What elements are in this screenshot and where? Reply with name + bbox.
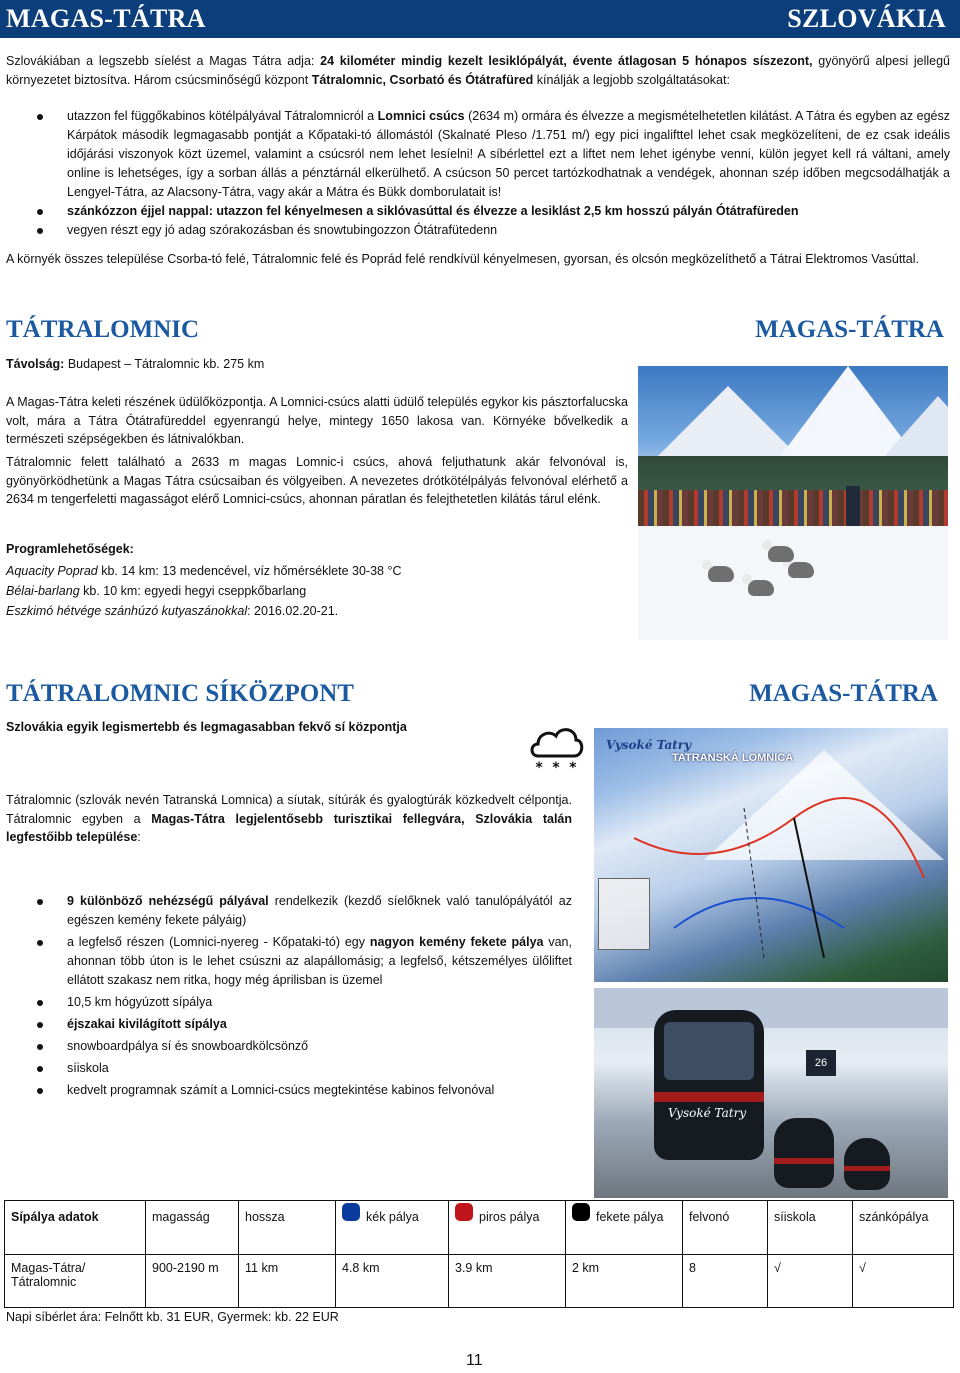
section-title-ski-center: TÁTRALOMNIC SÍKÖZPONT bbox=[6, 680, 354, 707]
intro-text-2: gyönyörű alpesi jellegű környezetet biztosítva. Három csúcsminőségű központ bbox=[6, 54, 951, 87]
bullet-icon bbox=[37, 1044, 43, 1050]
intro-text-1: Szlovákiában a legszebb síelést a Magas Tátra adja: bbox=[6, 54, 321, 68]
item-bold: Lomnici csúcs bbox=[377, 109, 465, 123]
bullet-icon bbox=[37, 228, 43, 234]
tatralomnic-description: A Magas-Tátra keleti részének üdülőközpontja. A Lomnici-csúcs alatti üdülő település egykor kis pásztorfalucska volt, mára a Tátra Ótátrafüreddel egyenrangú helye, mintegy 1650 lakosa van. Környéke bővelkedik a természeti szépségekben és látnivalókban. bbox=[6, 395, 628, 446]
desc-text: Tátralomnic (szlovák nevén Tatranská Lomnica) a síutak, sítúrák és gyalogtúrák közkedvelt célpontja. Tátralomnic egyben a bbox=[6, 793, 572, 826]
list-item bbox=[6, 1059, 572, 1078]
list-item bbox=[6, 892, 572, 930]
blue-run-icon bbox=[342, 1203, 360, 1221]
header-bar bbox=[0, 0, 960, 38]
bullet-icon bbox=[37, 1066, 43, 1072]
intro-paragraph bbox=[6, 52, 950, 89]
transport-paragraph: A környék összes települése Csorba-tó felé, Tátralomnic felé és Poprád felé rendkívül kényelmesen, gyorsan, és olcsón megközelíthető a Tátrai Elektromos Vasúttal. bbox=[6, 252, 919, 266]
intro-bold-1: 24 kilométer mindig kezelt lesiklópályát, évente átlagosan 5 hónapos síszezont, bbox=[320, 54, 813, 68]
table-header-cell bbox=[566, 1201, 683, 1255]
ski-trail-map bbox=[594, 728, 948, 982]
item-text: (2634 m) ormára és élvezze a megismételhetetlen kilátást. A Tátra és egyben az egész Kárpátok második legmagasabb pontját a Kőpataki-tó állomástól (Skalnaté Pleso /1.751 m/) egy pici ingalifttel lehet csak megközelíteni, de ez csak ideális időjárási viszonyok közt üzemel, valamint a csúcsról nem lehet lesíelni! A síbérlettel ezt a liftet nem lehet igénybe venni, külön jegyet kell rá váltani, amely online is lehetséges, így a sorban állás a pénztárnál elkerülhető. A csúcson 50 percet tartózkodhatnak a vendégek, ahonnan szép időben megcsodálhatják a Lengyel-Tátra, az Alacsony-Tátra, vagy akár a Mátra és Bükk domborulatait is! bbox=[67, 109, 950, 199]
list-item bbox=[6, 1081, 572, 1100]
table-cell: 8 bbox=[683, 1255, 768, 1308]
list-item bbox=[6, 202, 950, 221]
table-header-cell bbox=[5, 1201, 146, 1255]
item-text: rendelkezik (kezdő síelőknek való tanulópályától az egészen kemény fekete pályáig) bbox=[67, 894, 572, 927]
item-bold: éjszakai kivilágított sípálya bbox=[67, 1017, 227, 1031]
program-item bbox=[6, 561, 402, 581]
item-text: van, ahonnan több úton is le lehet csúszni az alapállomásig; a legfelső, kétszemélyes ülőliftet ellátott szakasz nem ritka, hogy még áprilisban is üzemel bbox=[67, 935, 572, 987]
section-title-tatralomnic: TÁTRALOMNIC bbox=[6, 316, 200, 343]
table-header-cell: hossza bbox=[239, 1201, 336, 1255]
red-run-icon bbox=[455, 1203, 473, 1221]
table-cell: 11 km bbox=[239, 1255, 336, 1308]
ski-center-subtitle-text: Szlovákia egyik legismertebb és legmagasabban fekvő sí központja bbox=[6, 720, 407, 734]
desc-text-end: : bbox=[137, 830, 141, 844]
map-brand: Vysoké Tatry bbox=[606, 738, 692, 752]
table-header-cell: szánkópálya bbox=[853, 1201, 954, 1255]
program-item bbox=[6, 581, 402, 601]
list-item bbox=[6, 1037, 572, 1056]
program-name: Aquacity Poprad bbox=[6, 564, 98, 578]
intro-bold-2: Tátralomnic, Csorbató és Ótátrafüred bbox=[311, 72, 534, 87]
table-cell: √ bbox=[768, 1255, 853, 1308]
map-title: TATRANSKÁ LOMNICA bbox=[672, 752, 794, 764]
programs-list bbox=[6, 561, 402, 621]
table-header-cell bbox=[336, 1201, 449, 1255]
list-item bbox=[6, 933, 572, 990]
black-run-icon bbox=[572, 1203, 590, 1221]
item-text: 10,5 km hógyúzott sípálya bbox=[67, 995, 213, 1009]
gondola-number: 26 bbox=[806, 1050, 836, 1076]
section-region-2: MAGAS-TÁTRA bbox=[749, 680, 938, 707]
table-row bbox=[5, 1255, 954, 1308]
item-bold: 9 különböző nehézségű pályával bbox=[67, 894, 269, 908]
distance-line bbox=[6, 357, 264, 371]
header-country: SZLOVÁKIA bbox=[787, 4, 946, 33]
table-cell: 3.9 km bbox=[449, 1255, 566, 1308]
bullet-icon bbox=[37, 1088, 43, 1094]
gondola-brand: Vysoké Tatry bbox=[668, 1106, 747, 1120]
bullet-icon bbox=[37, 1000, 43, 1006]
distance-value: Budapest – Tátralomnic kb. 275 km bbox=[64, 357, 265, 371]
ski-center-description bbox=[6, 791, 572, 847]
page-number: 11 bbox=[466, 1352, 483, 1369]
bullet-icon bbox=[37, 899, 43, 905]
program-name: Eszkimó hétvége szánhúzó kutyaszánokkal bbox=[6, 604, 248, 618]
bullet-icon bbox=[37, 940, 43, 946]
header-text: Sípálya adatok bbox=[11, 1210, 99, 1224]
program-item bbox=[6, 601, 402, 621]
item-text: vegyen részt egy jó adag szórakozásban és snowtubingozzon Ótátrafütedenn bbox=[67, 223, 498, 237]
table-header-cell: síiskola bbox=[768, 1201, 853, 1255]
program-text: : 2016.02.20-21. bbox=[247, 604, 339, 618]
program-name: Bélai-barlang bbox=[6, 584, 80, 598]
list-item bbox=[6, 1015, 572, 1034]
ski-center-subtitle bbox=[6, 720, 407, 734]
snow-cloud-icon bbox=[528, 722, 584, 774]
ski-data-table bbox=[4, 1200, 954, 1308]
program-text: kb. 10 km: egyedi hegyi cseppkőbarlang bbox=[79, 584, 307, 598]
section-region: MAGAS-TÁTRA bbox=[755, 316, 944, 343]
table-header-cell bbox=[449, 1201, 566, 1255]
header-text: piros pálya bbox=[479, 1210, 540, 1224]
programs-title bbox=[6, 542, 134, 556]
bullet-icon bbox=[37, 209, 43, 215]
snowflake-stars: * * * bbox=[534, 760, 578, 774]
table-cell: 900-2190 m bbox=[146, 1255, 239, 1308]
bullet-icon bbox=[37, 1022, 43, 1028]
list-item bbox=[6, 993, 572, 1012]
table-cell: Magas-Tátra/ Tátralomnic bbox=[5, 1255, 146, 1308]
item-text: a legfelső részen (Lomnici-nyereg - Kőpataki-tó) egy bbox=[67, 935, 370, 949]
intro-text-3: kínálják a legjobb szolgáltatásokat: bbox=[533, 72, 730, 87]
list-item bbox=[6, 107, 950, 202]
programs-title-text: Programlehetőségek: bbox=[6, 542, 134, 556]
table-header-cell: magasság bbox=[146, 1201, 239, 1255]
table-cell: √ bbox=[853, 1255, 954, 1308]
table-cell: 4.8 km bbox=[336, 1255, 449, 1308]
table-cell: 2 km bbox=[566, 1255, 683, 1308]
desc-bold: Magas-Tátra legjelentősebb turisztikai fellegvára, Szlovákia talán legfestőibb települése bbox=[6, 811, 572, 844]
bullet-icon bbox=[37, 114, 43, 120]
features-list bbox=[6, 107, 950, 240]
item-text: snowboardpálya sí és snowboardkölcsönző bbox=[67, 1039, 309, 1053]
item-bold: nagyon kemény fekete pálya bbox=[369, 935, 544, 949]
ski-features-list bbox=[6, 892, 572, 1100]
item-text: síiskola bbox=[67, 1061, 109, 1075]
header-text: fekete pálya bbox=[596, 1210, 664, 1224]
table-header-cell: felvonó bbox=[683, 1201, 768, 1255]
item-bold: szánkózzon éjjel nappal: utazzon fel kényelmesen a siklóvasúttal és élvezze a lesiklást 2,5 km hosszú pályán Ótátrafüreden bbox=[67, 204, 799, 218]
list-item bbox=[6, 221, 950, 240]
gondola-photo bbox=[594, 988, 948, 1198]
item-text: utazzon fel függőkabinos kötélpályával Tátralomnicról a bbox=[67, 109, 378, 123]
gondola-cabin bbox=[654, 1010, 764, 1160]
distance-label: Távolság: bbox=[6, 357, 65, 371]
header-text: kék pálya bbox=[366, 1210, 419, 1224]
sled-dog-photo bbox=[638, 366, 948, 640]
header-title: MAGAS-TÁTRA bbox=[6, 4, 206, 33]
tatralomnic-peak-description: Tátralomnic felett található a 2633 m magas Lomnic-i csúcs, ahová feljuthatunk akár felvonóval is, gyönyörködhetünk a Magas Tátra csúcsaiban és völgyeiben. A nevezetes drótkötélpályás felvonóval elérhető a 2634 m tengerfeletti magasságot elérő Lomnici-csúcs, ahonnan páratlan és felejthetetlen kilátás tárul elénk. bbox=[6, 455, 628, 506]
program-text: kb. 14 km: 13 medencével, víz hőmérséklete 30-38 °C bbox=[97, 564, 402, 578]
price-note: Napi síbérlet ára: Felnőtt kb. 31 EUR, Gyermek: kb. 22 EUR bbox=[6, 1310, 339, 1324]
item-text: kedvelt programnak számít a Lomnici-csúcs megtekintése kabinos felvonóval bbox=[67, 1083, 495, 1097]
table-header-row bbox=[5, 1201, 954, 1255]
